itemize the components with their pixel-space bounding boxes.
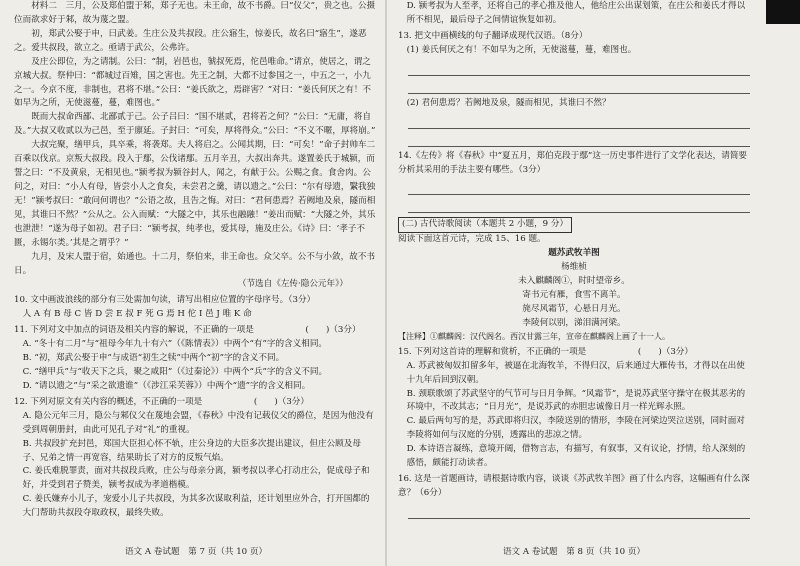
question-15-option: C. 最后两句写的是，苏武即将归汉，李陵送别的情形，李陵在河梁边哭泣送别，同时面对李陵将如何与汉庭的分别，透露出的悲凉之情。 (406, 416, 745, 441)
page-footer: 语文 A 卷试题 第 7 页（共 10 页） (124, 547, 268, 558)
question-12-option: C. 姜氏难脱罪责，面对共叔段兵败，庄公与母亲分离，颍考叔以孝心打动庄公，促成母子和好，并受到君子赞美，颍考叔成为孝道楷模。 (22, 466, 370, 491)
poem-note: 【注释】①麒麟阁：汉代阁名。西汉甘露三年，宣帝在麒麟阁上画了十一人。 (398, 331, 670, 341)
question-11-option: C. “缮甲兵”与“收天下之兵，聚之咸阳”（《过秦论》）中两个“兵”字的含义不同。 (22, 366, 328, 377)
answer-line[interactable] (408, 198, 750, 213)
question-13-stem: 13. 把文中画横线的句子翻译成现代汉语。（8分） (398, 30, 588, 41)
question-15-option: D. 本诗语言凝练，意境开阔，借物言志，有描写，有叙事，又有议论，抒情，给人深刻的感悟，颇能打动读者。 (406, 444, 746, 469)
poem-line: 李陵何以别，涕泪满河梁。 (522, 317, 626, 328)
question-12-option: A. 隐公元年三月，隐公与邾仪父在蔑地会盟，《春秋》中没有记载仪父的爵位，是因为他没有受到周朝册封，由此可见孔子对“礼”的重视。 (22, 410, 374, 435)
poem-title: 题苏武牧羊图 (548, 248, 600, 259)
question-12-option-d: D. 颍考叔为人至孝，还将自己的孝心推及他人，他给庄公出谋划策，在庄公和姜氏才得以所不相见，最后母子之间情谊恢复如初。 (406, 1, 746, 25)
answer-line[interactable] (408, 61, 750, 76)
passage-paragraph: 既而大叔命西鄙、北鄙贰于己。公子吕曰：“国不堪贰，君将若之何？”公曰：“无庸，将自及。”大叔又收贰以为己邑，至于廪延。子封曰：“可矣，厚将得众。”公曰：“不义不暱，厚将崩。” (14, 112, 376, 137)
question-12-stem: 12. 下列对原文有关内容的概述，不正确的一项是 ( )（3分） (14, 396, 309, 407)
passage-paragraph: 材料二 三月，公及郑伯盟于邾，郑子无也。未王命，故不书爵。曰“仪父”，贵之也。公摄位而欲求好于邾，故为蔑之盟。 (14, 1, 376, 25)
question-12-option: C. 姜氏嫌弃小儿子，宠爱小儿子共叔段，为其多次谋取利益，还计划里应外合，打开国都的大门帮助共叔段夺取政权，最终失败。 (22, 494, 370, 519)
question-15-option: B. 颈联歌颂了苏武坚守的气节可与日月争辉。“风霜节”，是说苏武坚守操守在极其恶劣的环境中，不改其志；“日月光”，是说苏武的赤胆忠诚像日月一样光辉永照。 (406, 388, 746, 413)
question-15-stem: 15. 下列对这首诗的理解和赏析，不正确的一项是 ( )（3分） (398, 346, 693, 357)
question-11-stem: 11. 下列对文中加点的词语及相关内容的解说，不正确的一项是 ( )（3分） (14, 325, 361, 336)
section-heading-box: (二) 古代诗歌阅读（本题共 2 小题，9 分） (398, 217, 572, 233)
passage-paragraph: 大叔完聚，缮甲兵，具卒乘，将袭郑。夫人将启之。公闻其期，曰：“可矣！”命子封帅车二百乘以伐京。京叛大叔段。段入于鄢，公伐诸鄢。五月辛丑，大叔出奔共。遂置姜氏于城颍，而誓之曰：“不及黄泉，无相见也。”颍考叔为颍谷封人，闻之，有献于公。公赐之食。食舍肉。公问之，对曰：“小人有母，皆尝小人之食矣，未尝君之羹，请以遗之。”公曰：“尔有母遗，繄我独无！”颍考叔曰：“敢问何谓也？”公语之故，且告之悔。对曰：“君何患焉？若阙地及泉，隧而相见，其谁曰不然？”公从之。公入而赋：“大隧之中，其乐也融融！”姜出而赋：“大隧之外，其乐也泄泄！”遂为母子如初。君子曰：“颍考叔，纯孝也，爱其母，施及庄公。《诗》曰：‘孝子不匮，永锡尔类。’其是之谓乎？” (14, 140, 376, 248)
question-10-stem: 10. 文中画波浪线的部分有三处需加句读，请写出相应位置的字母序号。（3分） (14, 295, 316, 306)
answer-line[interactable] (408, 114, 750, 129)
answer-line[interactable] (408, 180, 750, 195)
page-7 (14, 0, 378, 566)
passage-paragraph: 初，郑武公娶于申，曰武姜。生庄公及共叔段。庄公寤生，惊姜氏，故名曰“寤生”，遂恶之。爱共叔段，欲立之。亟请于武公，公弗许。 (14, 28, 367, 53)
question-12-option: B. 共叔段扩充封邑，郑国大臣担心怀不轨，庄公身边的大臣多次提出建议，但庄公顾及母子、兄弟之情一再宽容，结果助长了对方的反叛气焰。 (22, 438, 361, 463)
question-11-option: B. “初，郑武公娶于申”与成语“初生之犊”中两个“初”字的含义不同。 (22, 353, 285, 364)
answer-line[interactable] (408, 504, 750, 519)
poem-author: 杨维桢 (561, 262, 587, 273)
section-heading (398, 217, 750, 233)
poem-line: 未入麒麟阁①，时时望帝乡。 (518, 276, 630, 287)
question-14-stem: 14.《左传》将《春秋》中“夏五月，郑伯克段于鄢”这一历史事件进行了文学化表达，请简要分析其采用的手法主要有哪些。（3分） (398, 150, 748, 175)
poem-line: 旄尽风霜节，心悬日月光。 (522, 303, 626, 314)
question-13-item: (1) 姜氏何厌之有！不如早为之所，无使滋蔓，蔓，难图也。 (406, 44, 637, 55)
question-15-option: A. 苏武被匈奴扣留多年，被逼在北海牧羊，不得归汉，后来通过大雁传书，才得以在出使十九年后回到汉朝。 (406, 360, 745, 385)
question-11-option: A. “冬十有二月”与“祖母今年九十有六”（《陈情表》）中两个“有”字的含义相同。 (22, 339, 328, 350)
passage-source: （节选自《左传·隐公元年》） (237, 279, 348, 290)
poem (398, 247, 750, 331)
answer-line[interactable] (408, 132, 750, 147)
question-16-stem: 16. 这是一首题画诗，请根据诗歌内容，谈谈《苏武牧羊图》画了什么内容，这幅画有什么深意？（6分） (398, 474, 750, 498)
page-footer: 语文 A 卷试题 第 8 页（共 10 页） (502, 547, 646, 558)
corner-black-bar (766, 0, 800, 24)
page-gutter (385, 0, 387, 566)
question-10-line: 人 A 有 B 母 C 皆 D 尝 E 叔 F 死 G 焉 H 佗 I 邑 J 唯 K 命 (22, 309, 252, 320)
question-11-option: D. “请以遗之”与“采之欲遗谁”（《涉江采芙蓉》）中两个“遗”字的含义相同。 (22, 380, 311, 391)
poem-line: 寄书元有雁，食雪不离羊。 (522, 290, 626, 301)
answer-line[interactable] (408, 79, 750, 94)
section-intro: 阅读下面这首元诗，完成 15、16 题。 (398, 234, 546, 245)
passage-paragraph: 及庄公即位，为之请制。公曰：“制，岩邑也，虢叔死焉，佗邑唯命。”请京，使居之，谓之京城大叔。祭仲曰：“都城过百雉，国之害也。先王之制，大都不过参国之一，中五之一，小九之一。今京不度，非制也，君将不堪。”公曰：“姜氏欲之，焉辟害？”对曰：“姜氏何厌之有！不如早为之所，无使滋蔓，蔓，难图也。” (14, 56, 372, 109)
page-8 (398, 0, 750, 566)
passage-paragraph: 九月，及宋人盟于宿，始通也。十二月，祭伯来，非王命也。众父卒。公不与小敛，故不书日。 (14, 251, 375, 276)
question-13-item: (2) 君何患焉？若阙地及泉，隧而相见，其谁曰不然？ (406, 97, 611, 108)
